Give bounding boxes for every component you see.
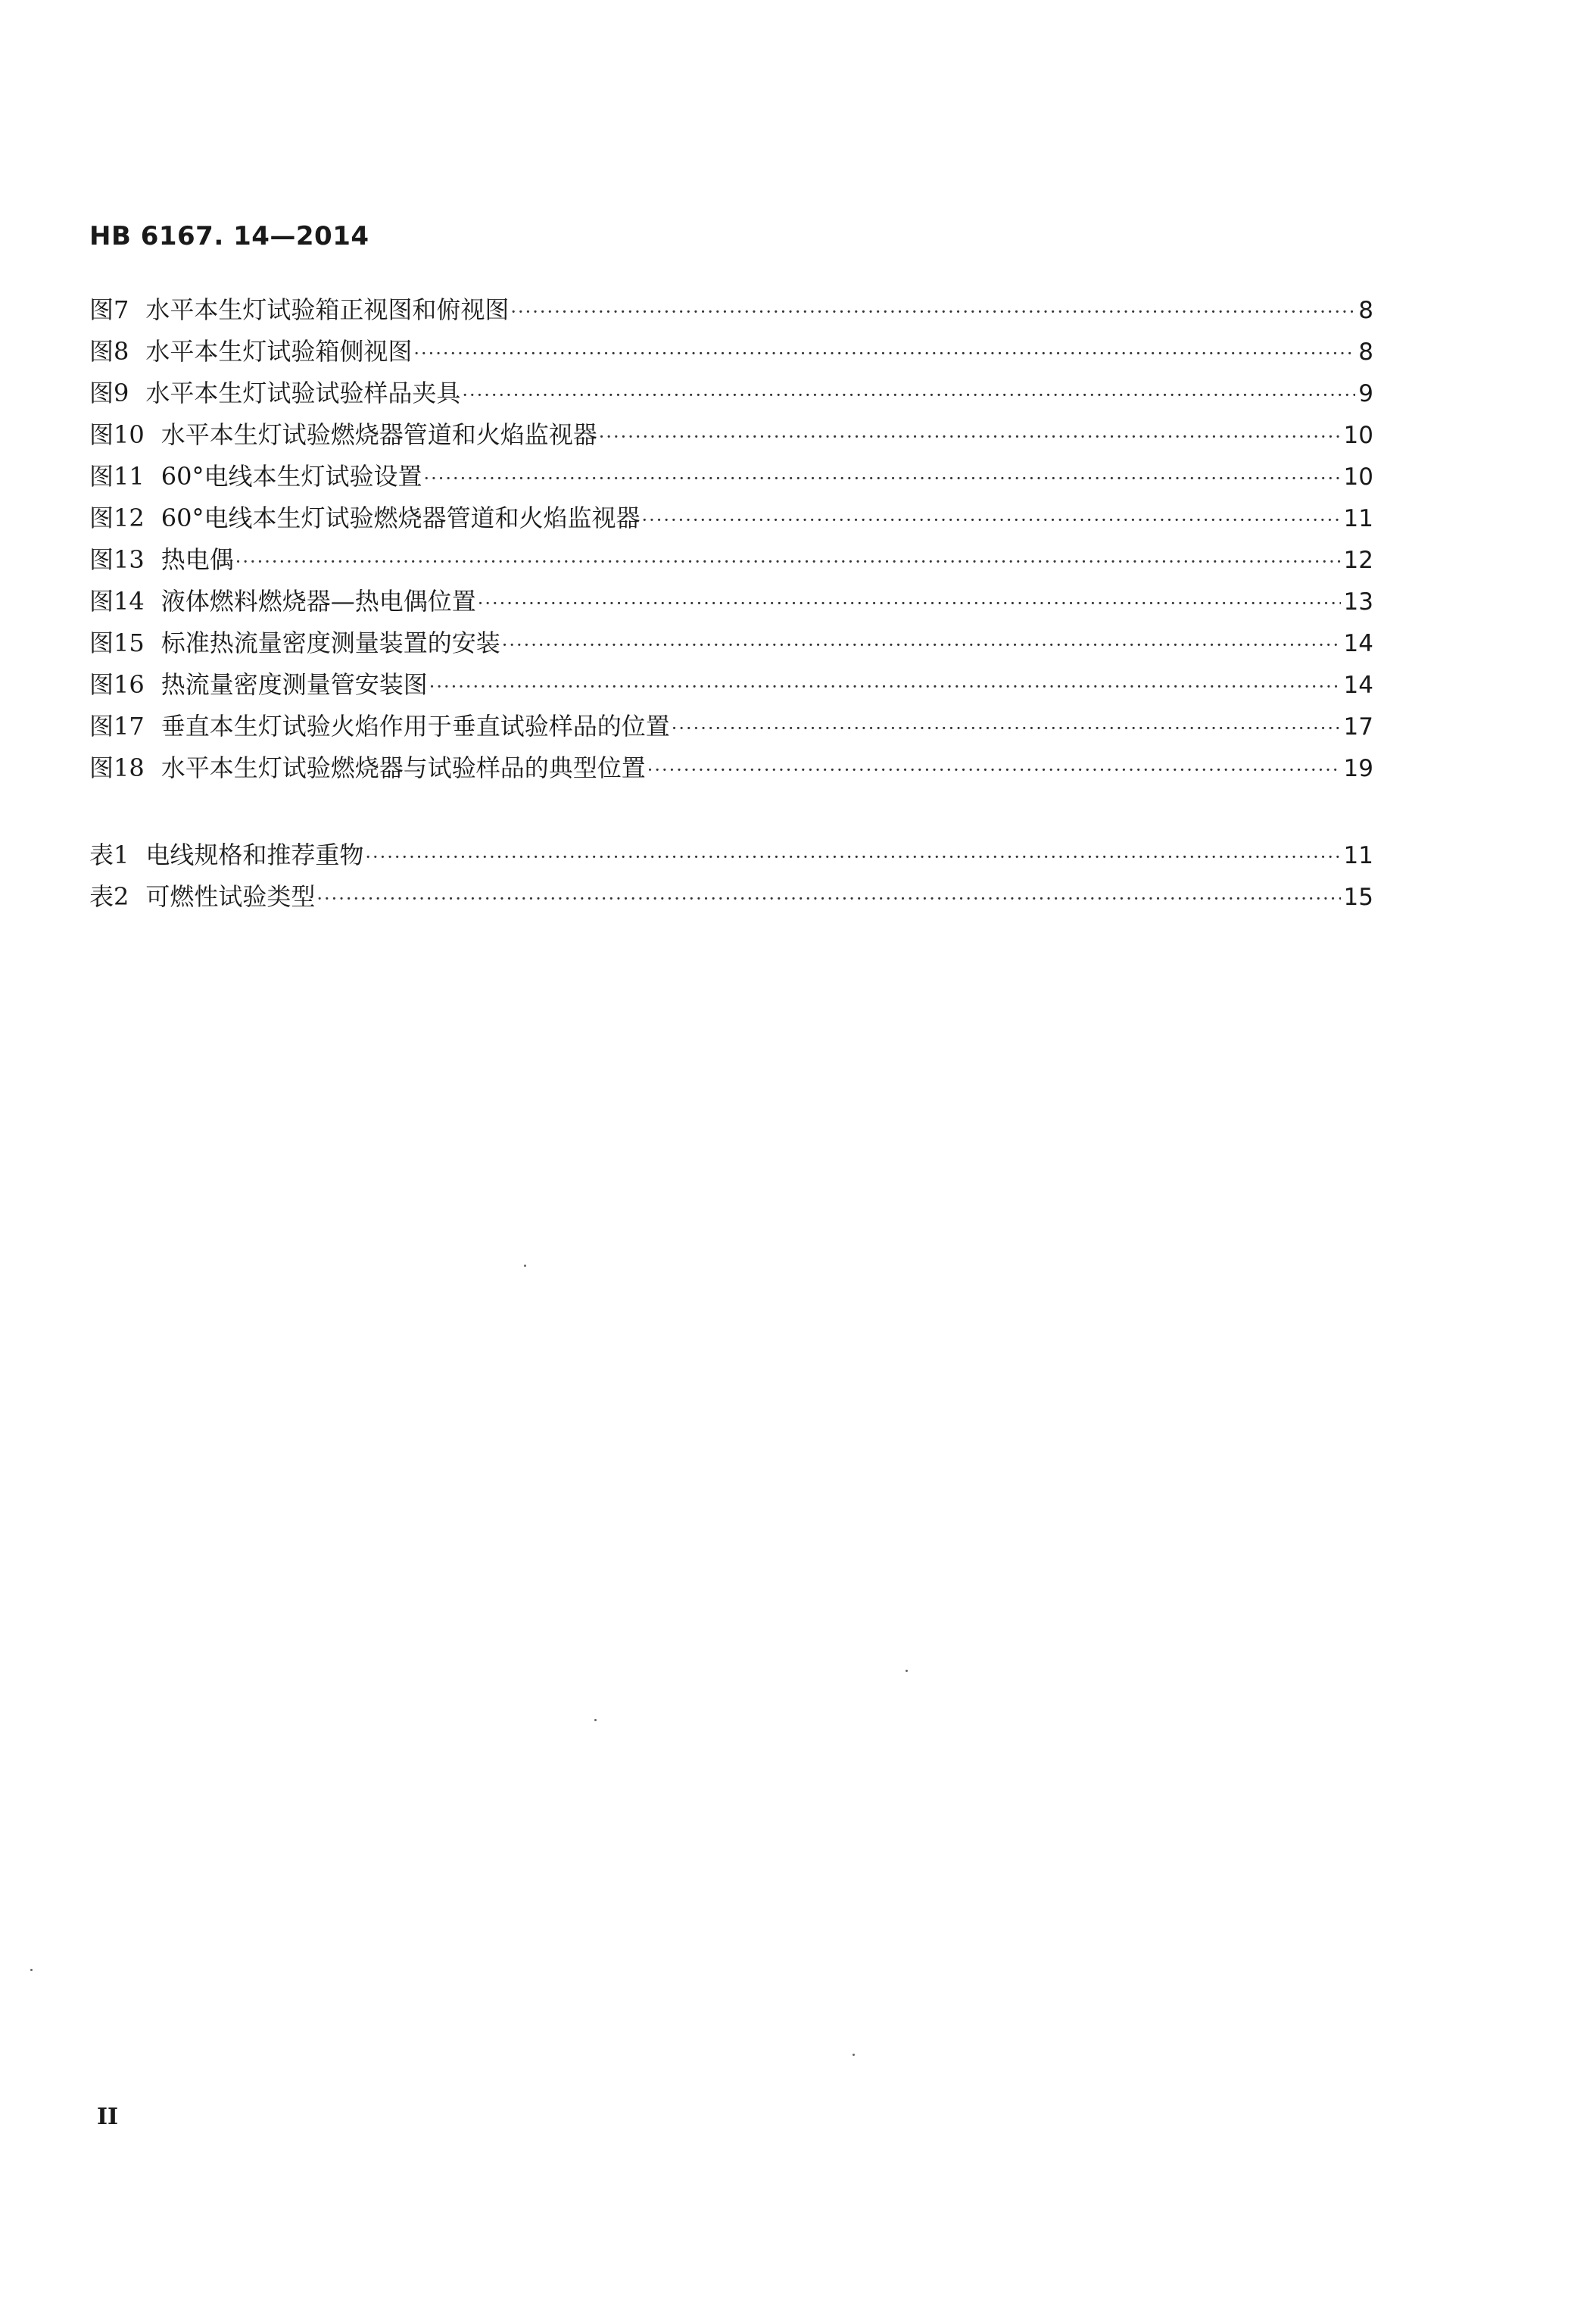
page-ref: 11 xyxy=(1343,505,1373,532)
figure-label: 图9 xyxy=(89,379,129,407)
dot-leader xyxy=(413,333,1355,375)
dot-leader xyxy=(647,750,1341,791)
dot-leader xyxy=(672,708,1341,750)
toc-entry[interactable] xyxy=(89,373,1373,414)
page-ref: 8 xyxy=(1358,297,1373,324)
dot-leader xyxy=(478,583,1341,625)
figure-label: 图14 xyxy=(89,587,145,616)
dot-leader xyxy=(316,878,1340,920)
table-list xyxy=(89,834,1373,918)
figure-label: 图8 xyxy=(89,337,129,366)
toc-entry[interactable] xyxy=(89,414,1373,456)
dot-leader xyxy=(423,458,1340,500)
figure-title: 水平本生灯试验燃烧器管道和火焰监视器 xyxy=(161,420,597,449)
page-ref: 17 xyxy=(1343,713,1373,741)
table-title: 可燃性试验类型 xyxy=(145,882,316,911)
figure-title: 水平本生灯试验试验样品夹具 xyxy=(145,379,461,407)
figure-label: 图13 xyxy=(89,545,145,574)
scan-speck xyxy=(30,1969,33,1971)
scan-speck xyxy=(906,1670,908,1672)
toc-entry[interactable] xyxy=(89,456,1373,498)
dot-leader xyxy=(235,541,1341,583)
dot-leader xyxy=(599,416,1341,458)
toc-entry[interactable] xyxy=(89,706,1373,747)
page-ref: 15 xyxy=(1343,884,1373,911)
toc-entry[interactable] xyxy=(89,581,1373,622)
toc-entry[interactable] xyxy=(89,498,1373,539)
toc-entry[interactable] xyxy=(89,834,1373,876)
figure-label: 图7 xyxy=(89,295,129,324)
table-label: 表1 xyxy=(89,841,129,869)
dot-leader xyxy=(502,625,1341,666)
toc-entry[interactable] xyxy=(89,664,1373,706)
figure-label: 图12 xyxy=(89,504,145,532)
toc-entry[interactable] xyxy=(89,622,1373,664)
figure-label: 图15 xyxy=(89,629,145,657)
figure-list xyxy=(89,289,1373,789)
toc-entry[interactable] xyxy=(89,747,1373,789)
page-ref: 10 xyxy=(1343,422,1373,449)
toc-entry[interactable] xyxy=(89,289,1373,331)
table-title: 电线规格和推荐重物 xyxy=(145,841,364,869)
page-ref: 11 xyxy=(1343,842,1373,869)
dot-leader xyxy=(365,837,1340,878)
figure-label: 图18 xyxy=(89,753,145,782)
figure-title: 垂直本生灯试验火焰作用于垂直试验样品的位置 xyxy=(161,712,670,741)
figure-title: 60°电线本生灯试验燃烧器管道和火焰监视器 xyxy=(161,504,641,532)
toc-entry[interactable] xyxy=(89,876,1373,918)
document-code: HB 6167. 14—2014 xyxy=(89,221,369,251)
dot-leader xyxy=(641,500,1340,541)
page-ref: 8 xyxy=(1358,338,1373,366)
dot-leader xyxy=(429,666,1341,708)
figure-title: 液体燃料燃烧器—热电偶位置 xyxy=(161,587,476,616)
figure-title: 60°电线本生灯试验设置 xyxy=(161,462,422,491)
page-ref: 14 xyxy=(1343,630,1373,657)
scan-speck xyxy=(524,1265,526,1267)
page-ref: 9 xyxy=(1358,380,1373,407)
figure-title: 标准热流量密度测量装置的安装 xyxy=(161,629,500,657)
dot-leader xyxy=(510,292,1355,333)
dot-leader xyxy=(462,375,1355,416)
figure-title: 水平本生灯试验箱侧视图 xyxy=(145,337,413,366)
page-ref: 10 xyxy=(1343,463,1373,491)
figure-label: 图10 xyxy=(89,420,145,449)
figure-title: 水平本生灯试验箱正视图和俯视图 xyxy=(145,295,510,324)
page-ref: 19 xyxy=(1343,755,1373,782)
figure-label: 图11 xyxy=(89,462,145,491)
scan-speck xyxy=(853,2054,855,2056)
figure-label: 图17 xyxy=(89,712,145,741)
figure-label: 图16 xyxy=(89,670,145,699)
toc-entry[interactable] xyxy=(89,331,1373,373)
toc-entry[interactable] xyxy=(89,539,1373,581)
table-label: 表2 xyxy=(89,882,129,911)
page-number: II xyxy=(97,2104,119,2130)
figure-title: 热电偶 xyxy=(161,545,234,574)
figure-title: 热流量密度测量管安装图 xyxy=(161,670,428,699)
figure-title: 水平本生灯试验燃烧器与试验样品的典型位置 xyxy=(161,753,646,782)
page-ref: 13 xyxy=(1343,588,1373,616)
page-ref: 14 xyxy=(1343,672,1373,699)
page-ref: 12 xyxy=(1343,547,1373,574)
scan-speck xyxy=(594,1719,597,1721)
